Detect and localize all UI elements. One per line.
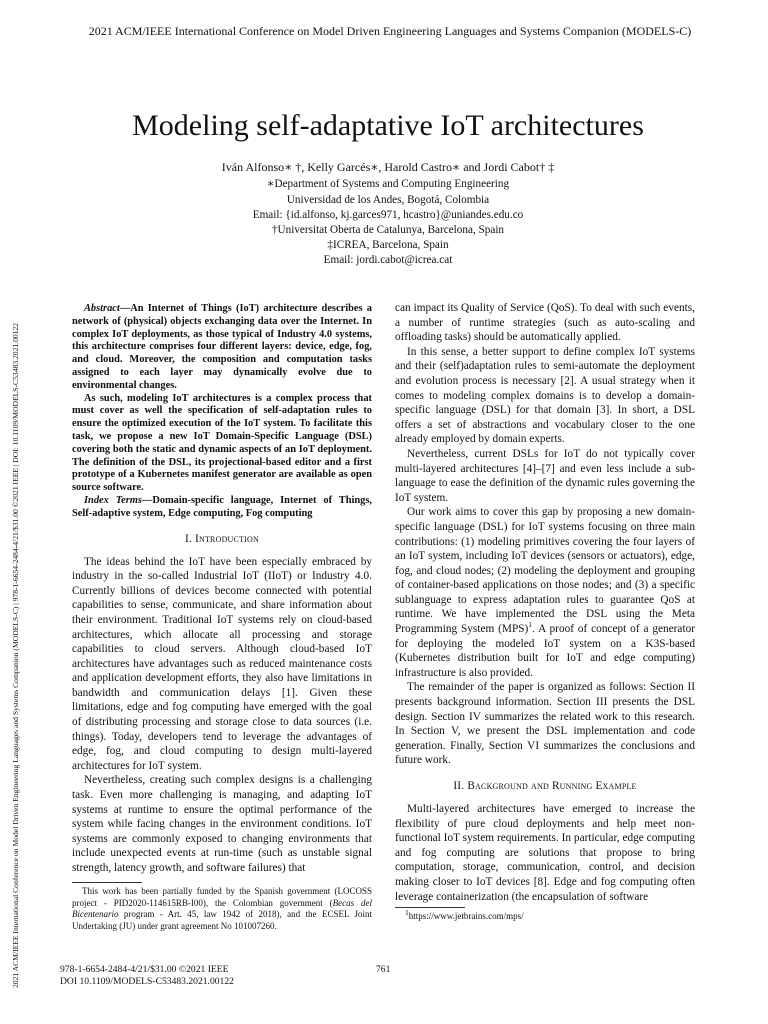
- body-paragraph: Nevertheless, current DSLs for IoT do not typically cover multi-layered architectures [4]–[7] and even less include a sub-language to ease the definition of the dynamic rules governing the IoT system.: [395, 447, 695, 504]
- section-heading-introduction: I. Introduction: [185, 532, 259, 545]
- author-email: Email: jordi.cabot@icrea.cat: [323, 254, 453, 266]
- footnote-marker: 1: [528, 620, 533, 630]
- funding-text: program - Art. 45, law 1942 of 2018), and the ECSEL Joint Undertaking (JU) under grant agreement No 101007260.: [72, 909, 372, 931]
- running-header: 2021 ACM/IEEE International Conference on Model Driven Engineering Languages and Systems Companion (MODELS-C): [88, 24, 692, 38]
- author-email: Email: {id.alfonso, kj.garces971, hcastro}@uniandes.edu.co: [252, 209, 524, 221]
- abstract-label: Abstract: [84, 303, 120, 314]
- affiliation-line: Universidad de los Andes, Bogotá, Colombia: [286, 194, 490, 206]
- abstract-text: —An Internet of Things (IoT) architecture describes a network of (physical) objects exchanging data over the Internet. In complex IoT deployments, as those typical of Industry 4.0 systems, this architecture comprises four different layers: device, edge, fog, and cloud. Moreover, the composition and computation tasks assigned to each layer may dynamically evolve due to environmental changes.: [72, 303, 372, 391]
- body-paragraph: The ideas behind the IoT have been especially embraced by industry in the so-called Industrial IoT (IIoT) or Industry 4.0. Currently billions of devices become connected with potential capabilities to sense, communicate, and share information about their environment. Traditional IoT systems rely on cloud-based architectures, which allocate all processing and storage capabilities to cloud servers. Although cloud-based IoT architectures have advantages such as reduced maintenance costs and application development efforts, they also have limitations in bandwidth and communication delays [1]. Given these limitations, edge and fog computing have emerged with the goal of distributing processing and storage close to data sources (i.e. things). Today, developers tend to leverage the advantages of edge, fog, and cloud computing to design multi-layered architectures for IoT system.: [72, 555, 372, 772]
- abstract-paragraph: [72, 303, 372, 393]
- funding-text: This work has been partially funded by the Spanish government (LOCOSS project - PID2020-114615RB-I00), the Colombian government (: [72, 886, 372, 908]
- contribution-text: . A proof of concept of a generator for deploying the modeled IoT system on a K3S-based (Kubernetes distribution built for IoT and edge computing) infrastructure is also provided.: [395, 623, 695, 679]
- url-footnote: [395, 908, 695, 923]
- index-terms-label: Index Terms: [84, 494, 142, 506]
- contribution-text: Our work aims to cover this gap by proposing a new domain-specific language (DSL) for IoT systems focusing on three main contributions: (1) modeling primitives covering the four layers of an IoT system, including IoT devices (sensors or actuators), edge, fog, and cloud nodes; (2) modeling the deployment and grouping of container-based applications on those nodes; and (3) a specific sublanguage to express adaptation rules to guarantee QoS at runtime. We have implemented the DSL using the Meta Programming System (MPS): [395, 506, 695, 636]
- side-stamp: [10, 58, 22, 988]
- index-terms: [72, 495, 372, 521]
- section-heading-background: II. Background and Running Example: [453, 780, 637, 792]
- funding-note: [72, 886, 372, 932]
- index-terms-text: —Domain-specific language, Internet of Things, Self-adaptive system, Edge computing, Fog computing: [72, 494, 372, 519]
- abstract-paragraph: As such, modeling IoT architectures is a complex process that must cover as well the specification of self-adaptation rules to ensure the optimized execution of the IoT system. To facilitate this task, we propose a new IoT Domain-Specific Language (DSL) covering both the static and dynamic aspects of an IoT deployment. The definition of the DSL, its projectional-based editor and a first prototype of a Kubernetes manifest generator are available as open source software.: [72, 392, 372, 494]
- abstract: [72, 303, 372, 521]
- funding-footnote: [72, 886, 372, 932]
- doi-line: DOI 10.1109/MODELS-C53483.2021.00122: [60, 975, 234, 987]
- footnote-rule: [72, 882, 142, 883]
- body-paragraph: can impact its Quality of Service (QoS). To deal with such events, a number of runtime strategies (such as auto-scaling and offloading tasks) should be automatically applied.: [395, 302, 695, 344]
- url-note: [395, 908, 695, 923]
- isbn-line: 978-1-6654-2484-4/21/$31.00 ©2021 IEEE: [60, 964, 229, 975]
- footnote-link[interactable]: https://www.jetbrains.com/mps/: [408, 911, 524, 921]
- side-stamp-text: 2021 ACM/IEEE International Conference on Model Driven Engineering Languages and Systems Companion (MODELS-C) | 978-1-6654-2484-4/21/$31.00 ©2021 IEEE | DOI: 10.1109/MODELS-C53483.2021.00122: [11, 322, 20, 988]
- body-paragraph: [395, 505, 695, 680]
- page-number: 761: [376, 964, 391, 975]
- affiliation-line: ‡ICREA, Barcelona, Spain: [327, 239, 449, 251]
- right-column: [395, 301, 695, 904]
- left-column: [72, 303, 372, 876]
- footnote-marker: 1: [405, 908, 409, 917]
- body-paragraph: Nevertheless, creating such complex designs is a challenging task. Even more challenging is managing, and adapting IoT systems at runtime to ensure the optimal performance of the system while facing changes in the environment conditions. IoT systems are commonly exposed to changing environments that include unexpected events at run-time (such as unstable signal strength, latency growth, and software failures) that: [72, 774, 372, 875]
- copyright-footer: [60, 964, 234, 987]
- affiliation-line: †Universitat Oberta de Catalunya, Barcelona, Spain: [271, 224, 505, 236]
- paper-title: Modeling self-adaptative IoT architectures: [132, 109, 644, 142]
- affiliation-line: ∗Department of Systems and Computing Engineering: [266, 178, 510, 190]
- author-list: Iván Alfonso∗ †, Kelly Garcés∗, Harold Castro∗ and Jordi Cabot† ‡: [221, 160, 555, 174]
- funding-italic: Becas del Bicentenario: [72, 897, 373, 920]
- body-paragraph: Multi-layered architectures have emerged to increase the flexibility of pure cloud deployments and help meet non-functional IoT system requirements. In particular, edge computing and fog computing are solutions that propose to bring computation, storage, communication, control, and decision making closer to IoT devices [8]. Edge and fog computing often leverage containerization (the encapsulation of software: [395, 803, 695, 903]
- body-paragraph: In this sense, a better support to define complex IoT systems and their (self)adaptation rules to semi-automate the deployment and evolution process is necessary [2]. A usual strategy when it comes to modeling complex domains is to develop a domain-specific language (DSL) for that domain [3]. In short, a DSL offers a set of abstractions and vocabulary closer to the one already employed by domain experts.: [395, 345, 695, 446]
- body-paragraph: The remainder of the paper is organized as follows: Section II presents background information. Section III presents the DSL design. Section IV summarizes the related work to this research. In Section V, we present the DSL implementation and code generation. Finally, Section VI summarizes the conclusions and future work.: [395, 681, 695, 767]
